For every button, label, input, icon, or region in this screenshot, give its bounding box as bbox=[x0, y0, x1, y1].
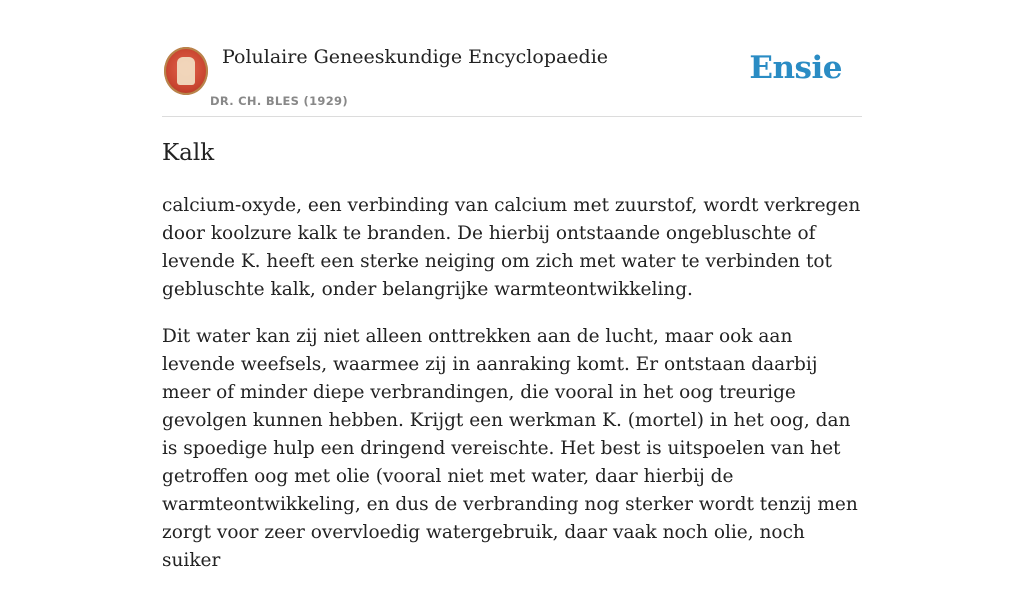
brand-logo[interactable]: Ensie bbox=[749, 50, 842, 86]
encyclopedia-seal-logo-icon[interactable] bbox=[164, 47, 208, 95]
entry-title: Kalk bbox=[162, 140, 215, 166]
book-author: DR. CH. BLES (1929) bbox=[210, 94, 348, 108]
entry-paragraph: calcium-oxyde, een verbinding van calcium met zuurstof, wordt verkregen door koolzure kalk te branden. De hierbij ontstaande ongebluschte of levende K. heeft een sterke neiging om zich met water te verbinden tot gebluschte kalk, onder belangrijke warmteontwikkeling. bbox=[162, 195, 861, 300]
logo-figure bbox=[177, 57, 195, 85]
header bbox=[162, 0, 862, 117]
entry-body bbox=[162, 192, 862, 594]
page bbox=[162, 0, 862, 571]
book-title[interactable]: Polulaire Geneeskundige Encyclopaedie bbox=[222, 46, 609, 68]
entry-paragraph: Dit water kan zij niet alleen onttrekken aan de lucht, maar ook aan levende weefsels, waarmee zij in aanraking komt. Er ontstaan daarbij meer of minder diepe verbrandingen, die vooral in het oog treurige gevolgen kunnen hebben. Krijgt een werkman K. (mortel) in het oog, dan is spoedige hulp een dringend vereischte. Het best is uitspoelen van het getroffen oog met olie (vooral niet met water, daar hierbij de warmteontwikkeling, en dus de verbranding nog sterker wordt tenzij men zorgt voor zeer overvloedig watergebruik, daar vaak noch olie, noch suiker bbox=[162, 326, 858, 571]
